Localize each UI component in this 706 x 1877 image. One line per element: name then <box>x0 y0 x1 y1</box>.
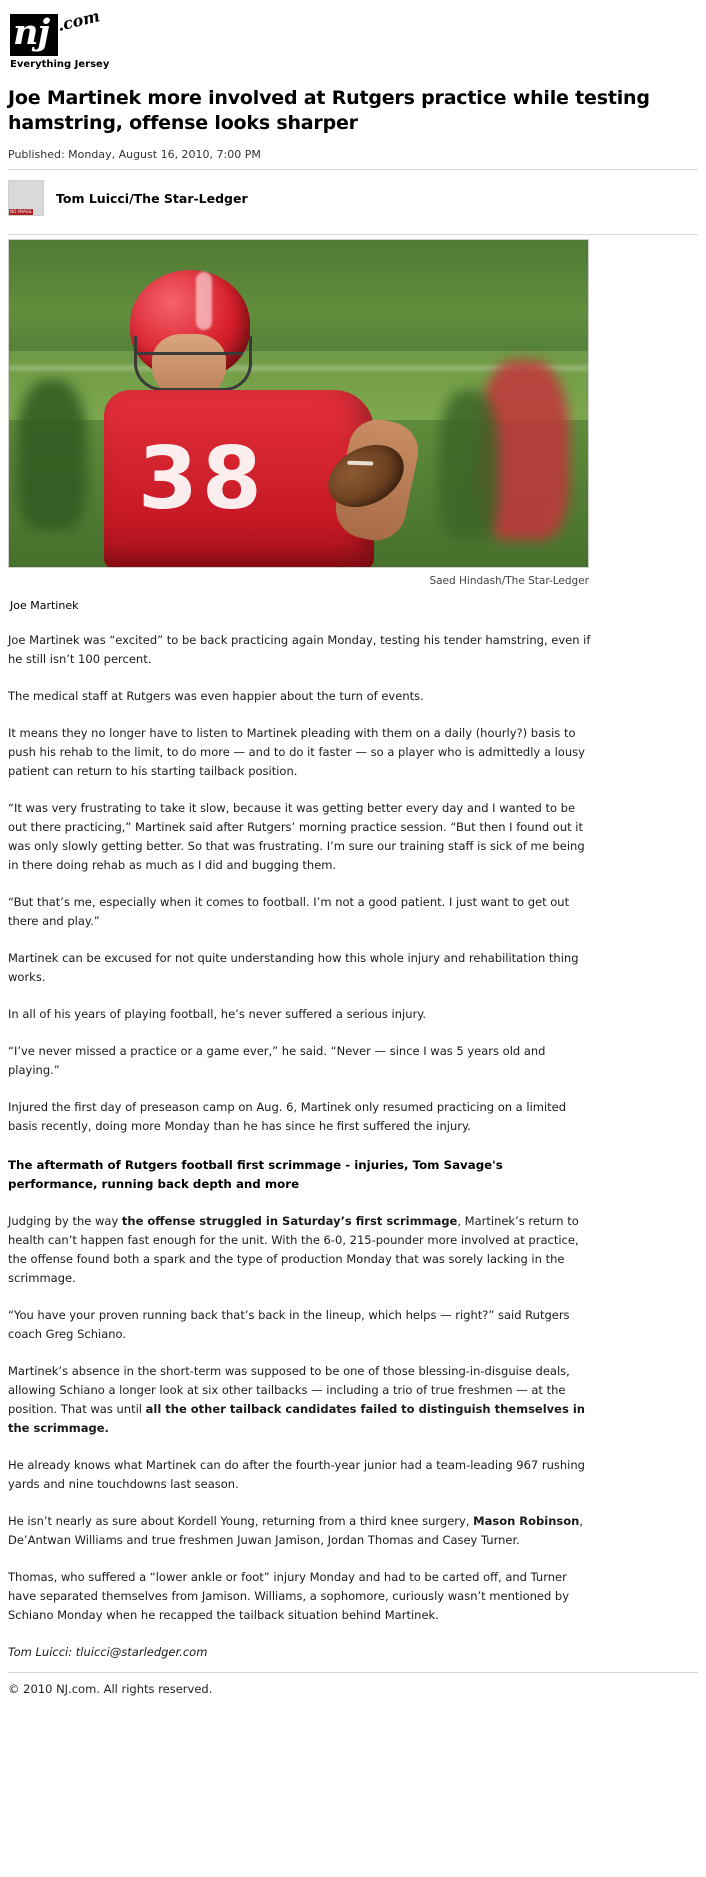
body-paragraph: In all of his years of playing football, he’s never suffered a serious injury. <box>8 1007 427 1021</box>
article-subhead[interactable]: The aftermath of Rutgers football first scrimmage - injuries, Tom Savage's performance, running back depth and more <box>8 1158 503 1191</box>
body-text: He isn’t nearly as sure about Kordell Young, returning from a third knee surgery, <box>8 1514 474 1528</box>
body-paragraph <box>8 1568 591 1625</box>
copyright-notice: © 2010 NJ.com. All rights reserved. <box>8 1682 213 1696</box>
site-masthead <box>8 6 698 72</box>
body-paragraph: Martinek can be excused for not quite understanding how this whole injury and rehabilitation thing works. <box>8 951 579 984</box>
body-text: , De’Antwan Williams and true freshmen Juwan Jamison, Jordan Thomas and Casey Turner. <box>8 1514 583 1547</box>
body-rich-paragraphs <box>8 1212 698 1625</box>
avatar-no-image-badge: NO IMAGE <box>10 209 32 214</box>
helmet-stripe <box>196 272 212 330</box>
body-paragraph: “I’ve never missed a practice or a game ever,” he said. “Never — since I was 5 years old and playing.” <box>8 1044 546 1077</box>
footer-divider <box>8 1672 698 1673</box>
logo-nj-text: nj <box>13 12 50 53</box>
article-body <box>8 631 698 1662</box>
article-photo <box>8 239 589 568</box>
body-emphasis: the offense struggled in Saturday’s first scrimmage <box>121 1214 458 1228</box>
player-facemask <box>134 336 252 391</box>
body-text: He already knows what Martinek can do after the fourth-year junior had a team-leading 967 rushing yards and nine touchdowns last season. <box>8 1458 585 1491</box>
author-email-line[interactable]: Tom Luicci: tluicci@starledger.com <box>8 1645 208 1659</box>
body-paragraph <box>8 1362 591 1438</box>
photo-player-figure <box>104 270 434 568</box>
body-emphasis: Mason Robinson <box>473 1514 580 1528</box>
body-text: “You have your proven running back that’s back in the lineup, which helps — right?” said Rutgers coach Greg Schiano. <box>8 1308 570 1341</box>
byline-author[interactable]: Tom Luicci/The Star-Ledger <box>56 190 248 206</box>
body-text: , Martinek’s return to health can’t happen fast enough for the unit. With the 6-0, 215-pounder more involved at practice, the offense found both a spark and the type of production Monday that was sorely lacking in the scrimmage. <box>8 1214 579 1285</box>
body-paragraph: “But that’s me, especially when it comes to football. I’m not a good patient. I just want to get out there and play.” <box>8 895 570 928</box>
page-title: Joe Martinek more involved at Rutgers practice while testing hamstring, offense looks sharper <box>8 87 650 134</box>
body-paragraph <box>8 1456 591 1494</box>
body-paragraph: It means they no longer have to listen to Martinek pleading with them on a daily (hourly?) basis to push his rehab to the limit, to do more — and to do it faster — so a player who is admittedly a lousy patient can return to his starting tailback position. <box>8 726 585 778</box>
logo-dotcom-text: .com <box>55 6 102 36</box>
site-logo[interactable] <box>10 6 698 56</box>
body-paragraph: The medical staff at Rutgers was even happier about the turn of events. <box>8 689 424 703</box>
body-text: Thomas, who suffered a “lower ankle or foot” injury Monday and had to be carted off, and Turner have separated themselves from Jamison. Williams, a sophomore, curiously wasn’t mentioned by Schiano Monday when he recapped the tailback situation behind Martinek. <box>8 1570 570 1622</box>
photo-credit: Saed Hindash/The Star-Ledger <box>429 575 589 587</box>
site-tagline: Everything Jersey <box>10 59 110 70</box>
published-date: Published: Monday, August 16, 2010, 7:00 PM <box>8 148 261 161</box>
body-paragraph: “It was very frustrating to take it slow, because it was getting better every day and I wanted to be out there practicing,” Martinek said after Rutgers’ morning practice session. “But then I found out it was only slowly getting better. So that was frustrating. I’m sure our training staff is sick of me being in there doing rehab as much as I did and bugging them. <box>8 801 585 872</box>
body-paragraph: Injured the first day of preseason camp on Aug. 6, Martinek only resumed practicing on a limited basis recently, doing more Monday than he has since he first suffered the injury. <box>8 1100 567 1133</box>
body-paragraph: Joe Martinek was “excited” to be back practicing again Monday, testing his tender hamstring, even if he still isn’t 100 percent. <box>8 633 591 666</box>
body-emphasis: all the other tailback candidates failed to distinguish themselves in the scrimmage. <box>8 1402 585 1435</box>
article-photo-block <box>8 239 698 612</box>
body-paragraph <box>8 1212 591 1288</box>
avatar <box>8 180 44 216</box>
logo-graphic <box>10 6 106 56</box>
body-paragraph <box>8 1512 591 1550</box>
photo-bg-figure-left <box>17 380 87 530</box>
body-paragraph <box>8 1306 591 1344</box>
player-jersey-number: 38 <box>138 429 266 529</box>
byline-divider <box>8 234 698 235</box>
body-text: Judging by the way <box>8 1214 122 1228</box>
body-text: Martinek’s absence in the short-term was supposed to be one of those blessing-in-disguise deals, allowing Schiano a longer look at six other tailbacks — including a trio of true freshmen — at the position. That was until <box>8 1364 570 1416</box>
byline <box>8 170 698 226</box>
photo-caption: Joe Martinek <box>10 599 79 612</box>
photo-bg-figure-right2 <box>439 390 499 540</box>
